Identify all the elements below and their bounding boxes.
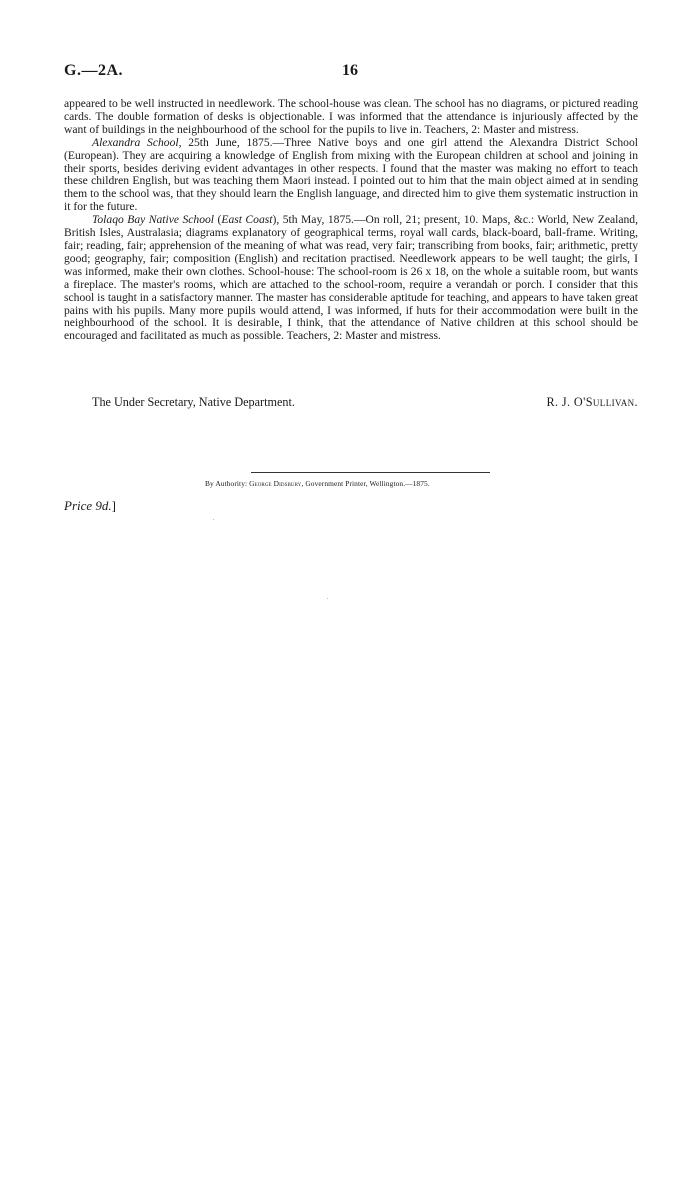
printer-imprint xyxy=(205,479,430,488)
paragraph-text: ( xyxy=(214,213,222,227)
paragraph-text: ), 5th May, 1875.—On roll, 21; present, 10. Maps, &c.: World, New Zealand, British Isles, Australasia; diagrams explanatory of geographical terms, royal wall cards, black-board, ball-frame. Writing, fair; reading, fair; apprehension of the meaning of what was read, very fair; transcribing from books, fair; arithmetic, pretty good; geography, fair; composition (English) and recitation practised. Needlework appears to be well taught; the girls, I was informed, make their own clothes. School-house: The school-room is 26 x 18, on the whole a suitable room, but wants a fireplace. The master's rooms, which are attached to the school-room, require a verandah or porch. I consider that this school is taught in a satisfactory manner. The master has considerable aptitude for teaching, and appears to have taken great pains with his pupils. Many more pupils would attend, I was informed, if huts for their accommodation were built in the neighbourhood of the school. It is desirable, I think, that the attendance of Native children at this school should be encouraged and facilitated as much as possible. Teachers, 2: Master and mistress. xyxy=(64,213,638,343)
page-number: 16 xyxy=(342,62,358,79)
paper-speck xyxy=(327,598,328,599)
price-note xyxy=(64,498,116,514)
signature-initials: R. J. O' xyxy=(546,395,586,409)
price-bracket: ] xyxy=(111,498,116,513)
report-paragraph xyxy=(64,214,638,343)
italic-heading-text: East Coast xyxy=(221,213,273,227)
price-label: Price 9d. xyxy=(64,498,112,513)
report-body xyxy=(64,98,638,343)
italic-heading-text: Tolaqo Bay Native School xyxy=(92,213,215,227)
paper-speck xyxy=(213,519,214,520)
signature-surname: Sullivan. xyxy=(585,395,638,409)
imprint-rule xyxy=(251,472,490,473)
signature xyxy=(546,395,638,410)
paragraph-text: appeared to be well instructed in needlework. The school-house was clean. The school has no diagrams, or pictured reading cards. The double formation of desks is objectionable. I was informed that the attendance is injuriously affected by the want of buildings in the neighbourhood of the school for the pupils to live in. Teachers, 2: Master and mistress. xyxy=(64,97,638,136)
report-paragraph xyxy=(64,98,638,137)
italic-heading-text: Alexandra School, xyxy=(92,135,182,149)
imprint-prefix: By Authority: xyxy=(205,479,250,488)
paragraph-text: 25th June, 1875.—Three Native boys and one girl attend the Alexandra District School (European). They are acquiring a knowledge of English from mixing with the European children at school and joining in their sports, besides deriving evident advantages in other respects. I found that the master was making no effort to teach these children English, but was teaching them Maori instead. I pointed out to him that the main object aimed at in sending them to the school was, that they should learn the English language, and directed him to give them systematic instruction in it for the future. xyxy=(64,135,638,214)
imprint-suffix: Government Printer, Wellington.—1875. xyxy=(303,479,430,488)
signoff-line xyxy=(64,395,638,411)
report-paragraph xyxy=(64,137,638,214)
document-reference: G.—2A. xyxy=(64,62,123,79)
addressee: The Under Secretary, Native Department. xyxy=(92,395,295,409)
printer-name: George Didsbury, xyxy=(249,479,304,488)
page-header xyxy=(64,62,638,84)
